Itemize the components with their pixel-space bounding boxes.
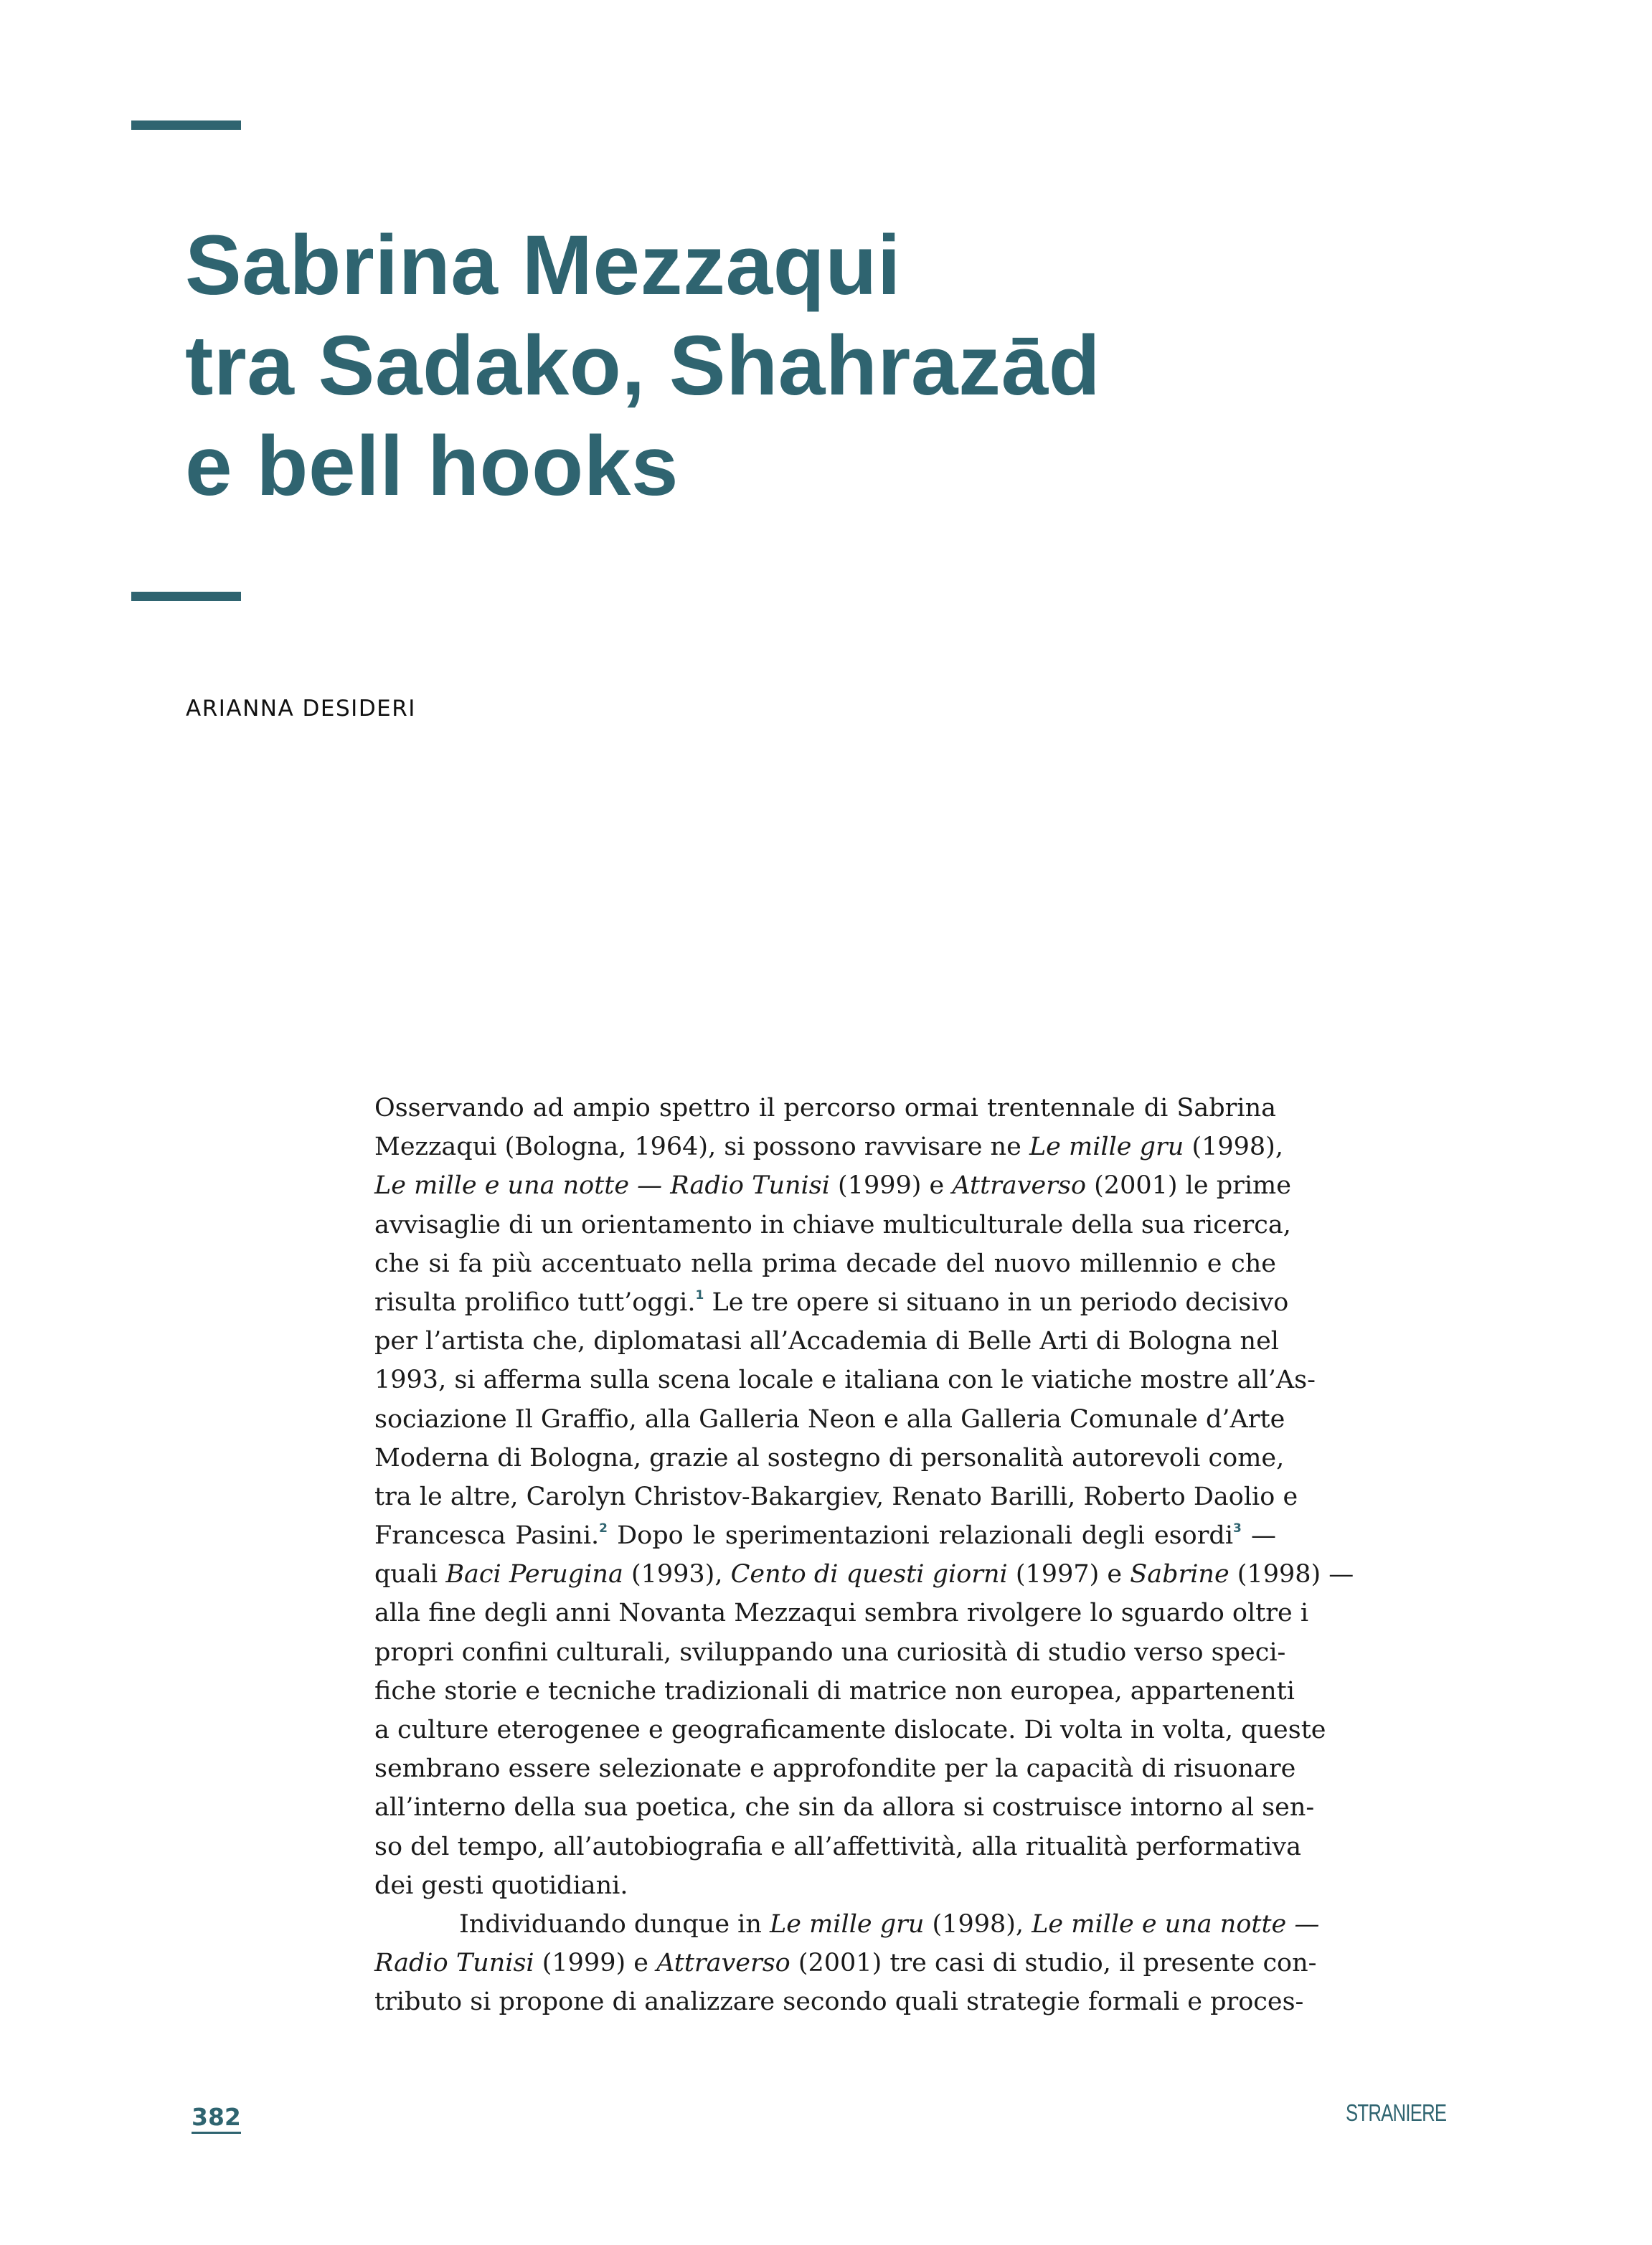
work-title: Radio Tunisi [374, 1949, 534, 1978]
body-text-run: alla fine degli anni Novanta Mezzaqui sembra rivolgere lo sguardo oltre i [374, 1599, 1309, 1628]
body-line [374, 1711, 1326, 1749]
decorative-rule-top [131, 120, 241, 130]
author-name: ARIANNA DESIDERI [186, 696, 416, 722]
body-line [374, 1283, 1289, 1322]
body-text-run: (1998), [924, 1909, 1032, 1939]
work-title: Attraverso [952, 1171, 1087, 1201]
body-text-run: Dopo le sperimentazioni relazionali degli esordi [608, 1521, 1234, 1551]
body-line [374, 1788, 1315, 1827]
body-line [374, 1594, 1309, 1632]
body-line [374, 1166, 1291, 1205]
work-title: Le mille gru [1029, 1133, 1184, 1162]
footnote-reference[interactable]: 3 [1233, 1521, 1242, 1536]
body-text-run: propri confini culturali, sviluppando una curiosità di studio verso speci- [374, 1637, 1286, 1667]
body-line [374, 1944, 1317, 1982]
body-text-run: Le tre opere si situano in un periodo decisivo [704, 1287, 1289, 1317]
body-text-run: Moderna di Bologna, grazie al sostegno di personalità autorevoli come, [374, 1443, 1285, 1473]
body-text-run: tributo si propone di analizzare secondo quali strategie formali e proces- [374, 1988, 1304, 2017]
body-text-run: (1998) — [1229, 1560, 1354, 1589]
body-text-run: sembrano essere selezionate e approfondite per la capacità di risuonare [374, 1754, 1296, 1784]
body-text-run: Individuando dunque in [459, 1909, 770, 1939]
decorative-rule-bottom [131, 592, 241, 601]
body-line [374, 1400, 1285, 1439]
body-text-run: so del tempo, all’autobiografia e all’affettività, alla ritualità performativa [374, 1832, 1302, 1861]
body-text-run: (1997) e [1007, 1560, 1131, 1589]
body-line [374, 1478, 1298, 1516]
body-line [374, 1361, 1316, 1399]
page-number: 382 [192, 2104, 241, 2134]
work-title: Sabrine [1130, 1560, 1229, 1589]
body-text-run: (1999) e [829, 1171, 953, 1201]
footnote-reference[interactable]: 2 [599, 1521, 608, 1536]
title-line: tra Sadako, Shahrazād [185, 318, 1101, 413]
body-line [374, 1633, 1286, 1672]
work-title: Attraverso [656, 1949, 790, 1978]
body-line [374, 1244, 1276, 1283]
body-line [374, 1206, 1291, 1244]
body-text-run: per l’artista che, diplomatasi all’Accademia di Belle Arti di Bologna nel [374, 1327, 1279, 1356]
body-text-run: sociazione Il Graffio, alla Galleria Neon e alla Galleria Comunale d’Arte [374, 1404, 1285, 1434]
body-text-run: a culture eterogenee e geograficamente dislocate. Di volta in volta, queste [374, 1716, 1326, 1744]
body-text-run: 1993, si afferma sulla scena locale e italiana con le viatiche mostre all’As- [374, 1366, 1316, 1395]
body-text-run: risulta prolifico tutt’oggi. [374, 1287, 696, 1317]
body-text-run: (2001) le prime [1086, 1171, 1291, 1201]
body-line [374, 1555, 1354, 1594]
body-line [374, 1866, 1276, 1905]
footnote-reference[interactable]: 1 [695, 1287, 704, 1303]
work-title: Cento di questi giorni [730, 1560, 1008, 1589]
body-line [374, 1905, 1320, 1944]
article-body [374, 1089, 1354, 2022]
title-line: e bell hooks [185, 419, 679, 514]
body-text-run: (1993), [623, 1560, 731, 1589]
body-text-run: quali [374, 1560, 446, 1589]
body-line [374, 1828, 1302, 1866]
work-title: Baci Perugina [445, 1560, 623, 1589]
article-title [185, 215, 1100, 516]
body-text-run: all’interno della sua poetica, che sin da allora si costruisce intorno al sen- [374, 1793, 1315, 1823]
body-text-run: — [1241, 1521, 1276, 1551]
work-title: Le mille e una notte — [1032, 1909, 1320, 1939]
body-text-run: Francesca Pasini. [374, 1521, 600, 1551]
body-text-run: (2001) tre casi di studio, il presente con- [790, 1949, 1317, 1978]
body-line [374, 1749, 1296, 1788]
body-line [374, 1982, 1304, 2021]
work-title: Le mille gru [770, 1909, 925, 1939]
body-line [374, 1672, 1295, 1711]
body-text-run: dei gesti quotidiani. [374, 1871, 628, 1900]
body-text-run: fiche storie e tecniche tradizionali di matrice non europea, appartenenti [374, 1676, 1295, 1706]
body-text-run: Mezzaqui (Bologna, 1964), si possono ravvisare ne [374, 1133, 1029, 1162]
body-line [374, 1128, 1283, 1166]
body-line [374, 1439, 1285, 1478]
work-title: Le mille e una notte — Radio Tunisi [374, 1171, 830, 1201]
body-text-run: tra le altre, Carolyn Christov-Bakargiev, Renato Barilli, Roberto Daolio e [374, 1482, 1298, 1511]
journal-name: STRANIERE [1346, 2099, 1447, 2126]
body-text-run: che si fa più accentuato nella prima decade del nuovo millennio e che [374, 1249, 1276, 1278]
body-text-run: Osservando ad ampio spettro il percorso ormai trentennale di Sabrina [374, 1094, 1276, 1122]
body-line [374, 1516, 1276, 1555]
body-text-run: (1999) e [534, 1949, 657, 1978]
title-line: Sabrina Mezzaqui [185, 218, 902, 313]
body-line [374, 1322, 1279, 1361]
body-text-run: (1998), [1184, 1133, 1283, 1162]
body-text-run: avvisaglie di un orientamento in chiave multiculturale della sua ricerca, [374, 1210, 1291, 1239]
body-line [374, 1089, 1276, 1128]
